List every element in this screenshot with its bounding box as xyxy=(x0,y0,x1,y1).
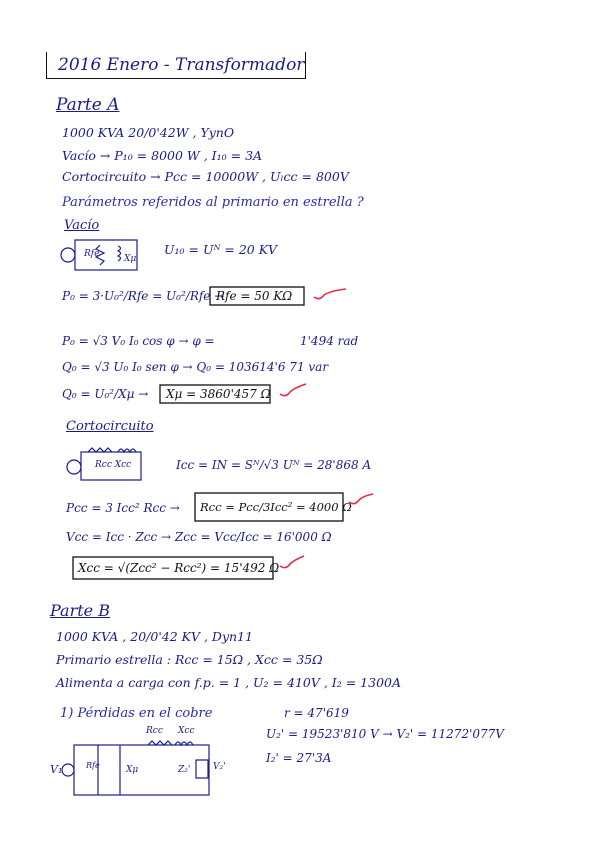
circuit-label-z2: Z₂' xyxy=(178,765,191,775)
circuit-label-rcc: Rcc xyxy=(146,726,163,736)
icc-equation: Icc = IN = Sᴺ/√3 Uᴺ = 28'868 A xyxy=(176,458,372,472)
circuit-label-xm: Xμ xyxy=(126,765,139,775)
rcc-result: Rcc = Pcc/3Icc² = 4000 Ω xyxy=(200,500,352,514)
u2-equation: U₂' = 19523'810 V → V₂' = 11272'077V xyxy=(266,727,504,741)
page-title: 2016 Enero - Transformador xyxy=(58,55,305,75)
xm-result: Xμ = 3860'457 Ω xyxy=(166,387,271,401)
phi-value: 1'494 rad xyxy=(300,334,359,348)
primario-line: Primario estrella : Rcc = 15Ω , Xcc = 35Ω xyxy=(56,652,323,667)
vacio-rfe-label: Rfe xyxy=(84,249,100,259)
circuit-label-v1: V₁ xyxy=(50,763,63,776)
pcc-equation: Pcc = 3 Icc² Rcc → xyxy=(66,501,180,515)
xcc-result: Xcc = √(Zcc² − Rcc²) = 15'492 Ω xyxy=(78,561,280,575)
vacio-line: Vacío → P₁₀ = 8000 W , I₁₀ = 3A xyxy=(62,148,263,163)
cc-circuit-label: Rcc Xcc xyxy=(95,460,132,470)
item-perdidas-cobre: 1) Pérdidas en el cobre xyxy=(60,706,213,721)
circuit-label-rfe: Rfe xyxy=(86,761,100,770)
r-value: r = 47'619 xyxy=(284,706,349,720)
section-heading-b: Parte B xyxy=(50,601,110,620)
q0-sen-equation: Q₀ = √3 U₀ I₀ sen φ → Q₀ = 103614'6 71 var xyxy=(62,360,329,374)
cortocircuito-line: Cortocircuito → Pcc = 10000W , Uₗcc = 800V xyxy=(62,169,349,184)
vacio-heading: Vacío xyxy=(64,218,100,233)
cortocircuito-heading: Cortocircuito xyxy=(66,419,154,434)
section-heading-a: Parte A xyxy=(56,95,120,115)
u10-equation: U₁₀ = Uᴺ = 20 KV xyxy=(164,242,278,257)
vcc-equation: Vcc = Icc · Zcc → Zcc = Vcc/Icc = 16'000 Ω xyxy=(66,530,332,544)
p0-equation: P₀ = 3·U₀²/Rfe = U₀²/Rfe → xyxy=(62,289,225,303)
circuit-label-xcc: Xcc xyxy=(178,726,195,736)
circuit-label-v2: V₂' xyxy=(213,762,226,772)
vacio-xm-label: Xμ xyxy=(124,254,137,264)
p0-cos-equation: P₀ = √3 V₀ I₀ cos φ → φ = xyxy=(62,334,215,348)
spec-line-a: 1000 KVA 20/0'42W , YynO xyxy=(62,125,235,140)
question-line: Parámetros referidos al primario en estrella ? xyxy=(62,195,364,210)
i2-equation: I₂' = 27'3A xyxy=(266,751,332,765)
alimenta-line: Alimenta a carga con f.p. = 1 , U₂ = 410V , I₂ = 1300A xyxy=(56,675,402,690)
rfe-result: Rfe = 50 KΩ xyxy=(216,289,293,303)
spec-line-b: 1000 KVA , 20/0'42 KV , Dyn11 xyxy=(56,629,253,644)
q0-equation: Q₀ = U₀²/Xμ → xyxy=(62,387,149,401)
